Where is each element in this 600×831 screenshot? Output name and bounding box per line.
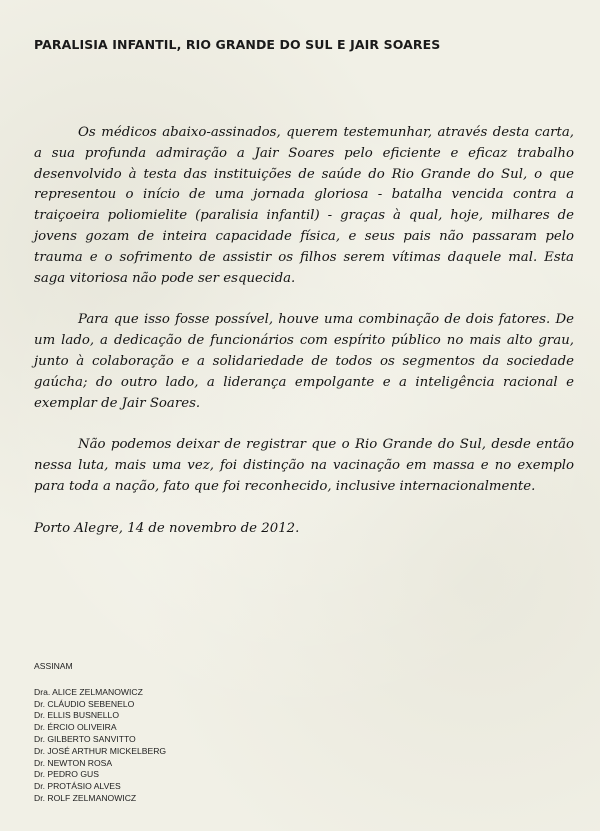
signer-name: Dr. ROLF ZELMANOWICZ — [34, 792, 137, 803]
signer-name: Dra. ALICE ZELMANOWICZ — [34, 686, 143, 697]
signer-name: Dr. NEWTON ROSA — [34, 757, 113, 768]
signer-name: Dr. ELLIS BUSNELLO — [34, 710, 120, 721]
paragraph-3: Não podemos deixar de registrar que o Rio Grande do Sul, desde então nessa luta, mais uma vez, foi distinção na vacinação em massa e no exemplo para toda a nação, fato que foi reconhecido, inclusive internacionalmente. — [34, 437, 574, 494]
signer-name: Dr. GILBERTO SANVITTO — [34, 733, 136, 744]
signer-name: Dr. PROTÁSIO ALVES — [34, 781, 121, 792]
signers-block — [34, 661, 166, 805]
signers-heading: ASSINAM — [34, 661, 73, 671]
signer-name: Dr. CLÁUDIO SEBENELO — [34, 698, 135, 709]
letter-body — [34, 123, 574, 561]
signer-name: Dr. ÉRCIO OLIVEIRA — [34, 722, 117, 733]
paragraph-2: Para que isso fosse possível, houve uma combinação de dois fatores. De um lado, a dedicação de funcionários com espírito público no mais alto grau, junto à colaboração e a solidariedade de todos os segmentos da sociedade gaúcha; do outro lado, a liderança empolgante e a inteligência racional e exemplar de Jair Soares. — [34, 312, 574, 411]
dateline: Porto Alegre, 14 de novembro de 2012. — [34, 520, 300, 536]
signer-name: Dr. PEDRO GUS — [34, 769, 99, 780]
paragraph-1: Os médicos abaixo-assinados, querem testemunhar, através desta carta, a sua profunda admiração a Jair Soares pelo eficiente e eficaz trabalho desenvolvido à testa das instituições de saúde do Rio Grande do Sul, o que representou o início de uma jornada gloriosa - batalha vencida contra a traiçoeira poliomielite (paralisia infantil) - graças à qual, hoje, milhares de jovens gozam de inteira capacidade física, e seus pais não passaram pelo trauma e o sofrimento de assistir os filhos serem vítimas daquele mal. Esta saga vitoriosa não pode ser esquecida. — [34, 125, 574, 286]
signer-name: Dr. JOSÉ ARTHUR MICKELBERG — [34, 745, 167, 756]
document-title: PARALISIA INFANTIL, RIO GRANDE DO SUL E JAIR SOARES — [34, 37, 441, 52]
signers-list — [34, 687, 166, 805]
